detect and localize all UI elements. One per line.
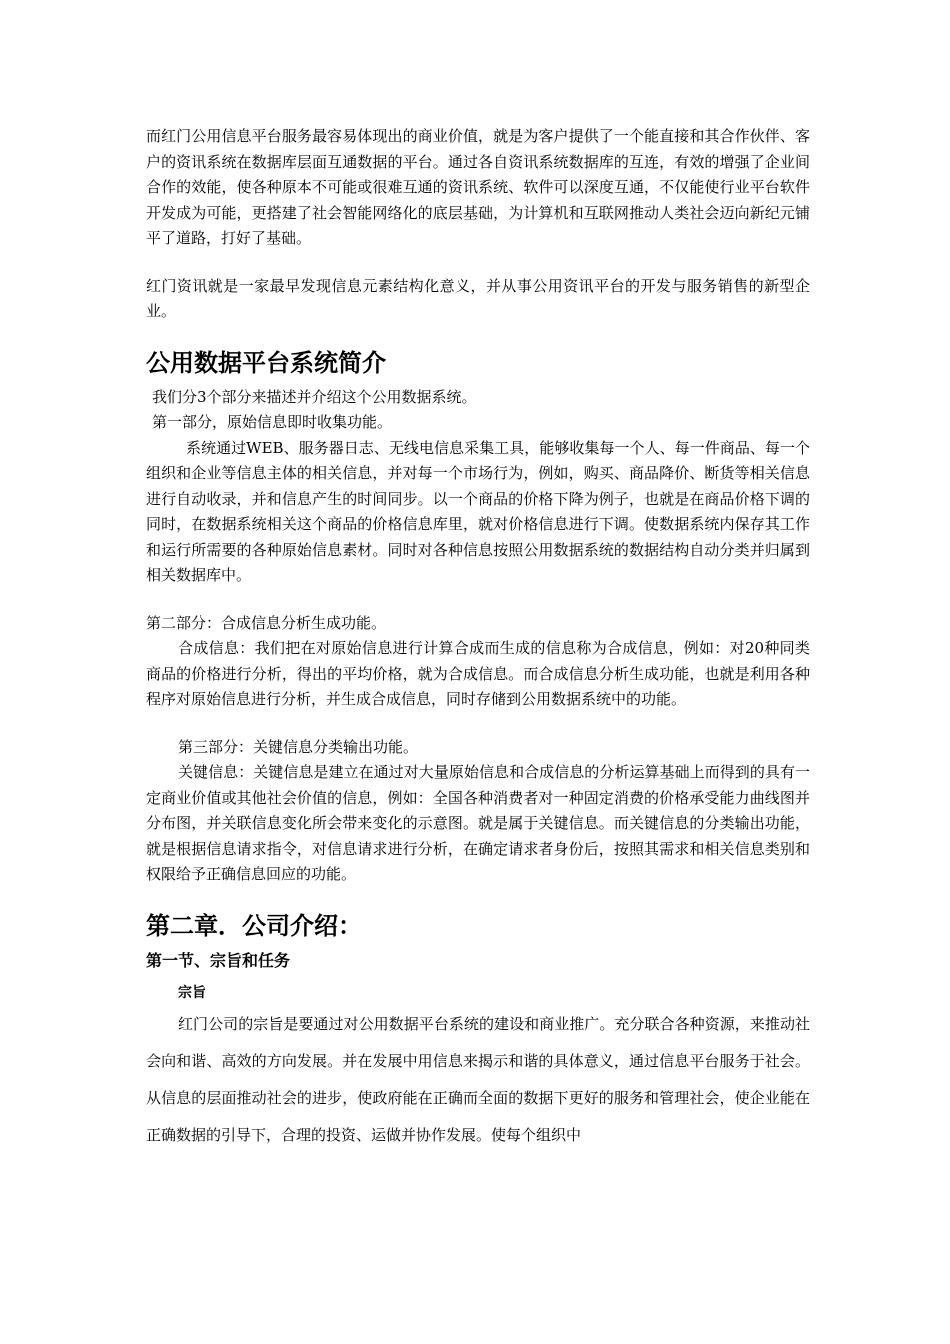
paragraph-part1-body: 系统通过WEB、服务器日志、无线电信息采集工具，能够收集每一个人、每一件商品、每一个组织和企业等信息主体的相关信息，并对每一个市场行为，例如，购买、商品降价、断货等相关信息进行自动收录，并和信息产生的时间同步。以一个商品的价格下降为例子，也就是在商品价格下调的同时，在数据系统相关这个商品的价格信息库里，就对价格信息进行下调。使数据系统内保存其工作和运行所需要的各种原始信息素材。同时对各种信息按照公用数据系统的数据结构自动分类并归属到相关数据库中。: [146, 438, 810, 584]
heading-chapter-2: 第二章．公司介绍：: [146, 911, 362, 940]
intro-line-part1-title: 第一部分，原始信息即时收集功能。: [152, 413, 393, 431]
paragraph-platform-value: 而红门公用信息平台服务最容易体现出的商业价值，就是为客户提供了一个能直接和其合作伙伴、客户的资讯系统在数据库层面互通数据的平台。通过各自资讯系统数据库的互连，有效的增强了企业间合作的效能，使各种原本不可能或很难互通的资讯系统、软件可以深度互通，不仅能使行业平台软件开发成为可能，更搭建了社会智能网络化的底层基础，为计算机和互联网推动人类社会迈向新纪元铺平了道路，打好了基础。: [146, 127, 810, 247]
document-page: [146, 124, 810, 1154]
intro-line-parts: 我们分3个部分来描述并介绍这个公用数据系统。: [152, 387, 477, 406]
heading-platform-intro: 公用数据平台系统简介: [146, 348, 386, 377]
heading-section-1: 第一节、宗旨和任务: [146, 950, 291, 970]
part3-title: 第三部分：关键信息分类输出功能。: [178, 737, 419, 756]
heading-purpose: 宗旨: [178, 984, 206, 1001]
paragraph-part3-body: 关键信息：关键信息是建立在通过对大量原始信息和合成信息的分析运算基础上而得到的具有一定商业价值或其他社会价值的信息，例如：全国各种消费者对一种固定消费的价格承受能力曲线图并分布图，并关联信息变化所会带来变化的示意图。就是属于关键信息。而关键信息的分类输出功能，就是根据信息请求指令，对信息请求进行分析，在确定请求者身份后，按照其需求和相关信息类别和权限给予正确信息回应的功能。: [146, 763, 810, 883]
paragraph-company-intro: 红门资讯就是一家最早发现信息元素结构化意义，并从事公用资讯平台的开发与服务销售的新型企业。: [146, 276, 810, 320]
part2-title: 第二部分：合成信息分析生成功能。: [146, 613, 387, 632]
paragraph-part2-body: 合成信息：我们把在对原始信息进行计算合成而生成的信息称为合成信息，例如：对20种同类商品的价格进行分析，得出的平均价格，就为合成信息。而合成信息分析生成功能，也就是利用各种程序对原始信息进行分析，并生成合成信息，同时存储到公用数据系统中的功能。: [146, 639, 810, 708]
paragraph-purpose-body: 红门公司的宗旨是要通过对公用数据平台系统的建设和商业推广。充分联合各种资源，来推动社会向和谐、高效的方向发展。并在发展中用信息来揭示和谐的具体意义，通过信息平台服务于社会。从信息的层面推动社会的进步，使政府能在正确而全面的数据下更好的服务和管理社会，使企业能在正确数据的引导下，合理的投资、运做并协作发展。使每个组织中: [146, 1014, 810, 1144]
